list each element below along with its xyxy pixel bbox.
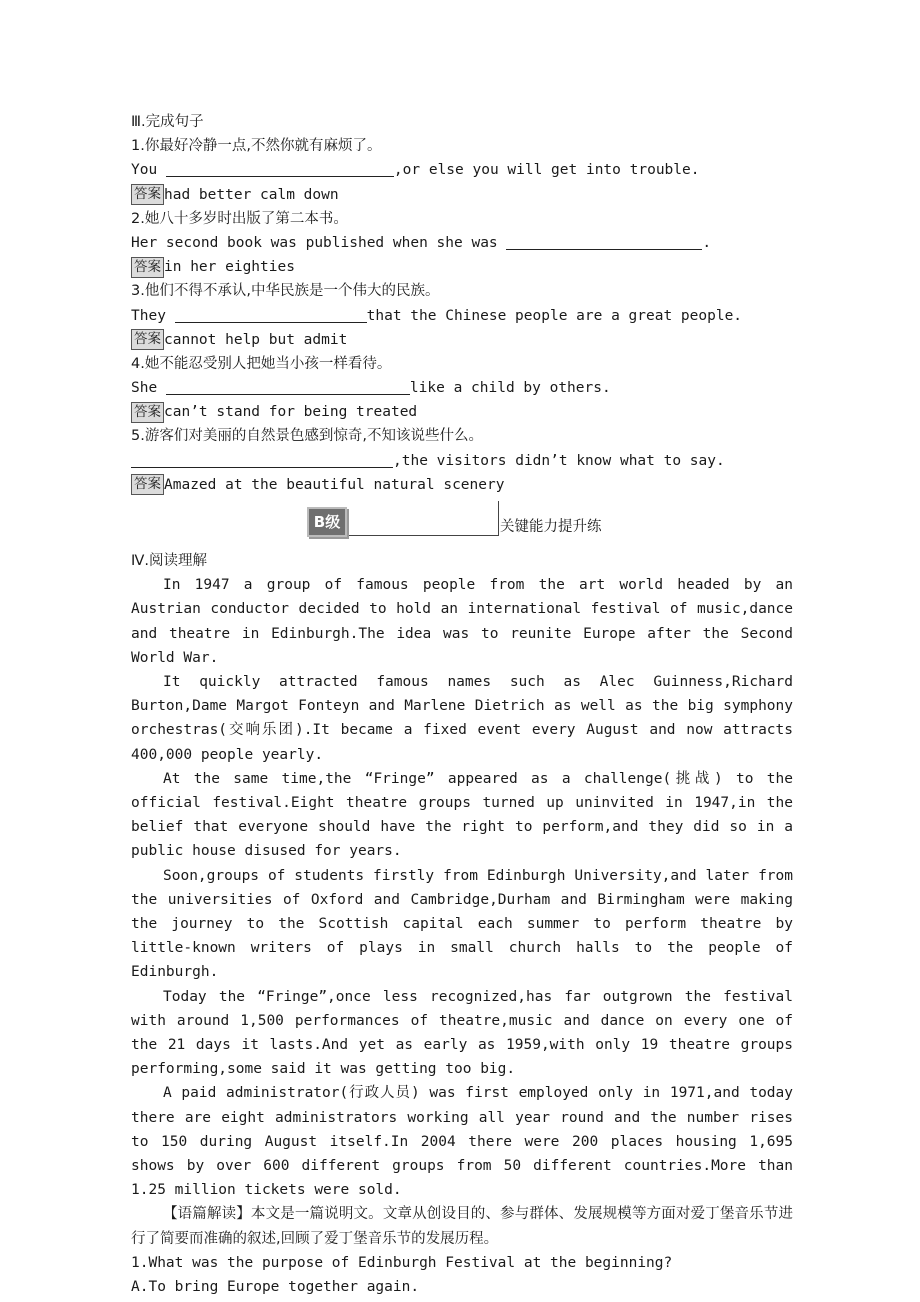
- item-3-answer: 答案 cannot help but admit: [131, 328, 793, 352]
- passage-paragraph: A paid administrator(行政人员) was first employed only in 1971,and today there are eight administrators working all year round and the number rises to 150 during August itself.In 2004 there were 200 places housing 1,695 shows by over 600 different groups from 50 different countries.More than 1.25 million tickets were sold.: [131, 1085, 793, 1199]
- answer-label: 答案: [131, 402, 164, 423]
- section-4-heading: Ⅳ.阅读理解: [131, 553, 207, 569]
- item-3-chinese: 3.他们不得不承认,中华民族是一个伟大的民族。: [131, 283, 440, 300]
- item-5-answer: 答案 Amazed at the beautiful natural scenery: [131, 473, 793, 497]
- section-3-heading: Ⅲ.完成句子: [131, 114, 204, 130]
- level-b-badge: B级: [307, 507, 347, 537]
- answer-label: 答案: [131, 329, 164, 350]
- item-2-answer: 答案 in her eighties: [131, 255, 793, 279]
- answer-blank[interactable]: [506, 233, 702, 250]
- banner-underline: [349, 501, 499, 536]
- answer-blank[interactable]: [131, 451, 393, 468]
- item-1-sentence: You ,or else you will get into trouble.: [131, 162, 700, 179]
- item-4-sentence: She like a child by others.: [131, 380, 611, 397]
- level-b-title: 关键能力提升练: [500, 519, 602, 535]
- passage-paragraph: Today the “Fringe”,once less recognized,has far outgrown the festival with around 1,500 performances of theatre,music and dance on every one of the 21 days it lasts.And yet as early as 1959,with only 19 theatre groups performing,some said it was getting too big.: [131, 988, 793, 1078]
- answer-label: 答案: [131, 257, 164, 278]
- document-page: [131, 110, 793, 1299]
- item-5-sentence: ,the visitors didn’t know what to say.: [131, 449, 793, 473]
- passage-paragraph: It quickly attracted famous names such as Alec Guinness,Richard Burton,Dame Margot Fonteyn and Marlene Dietrich as well as the big symphony orchestras(交响乐团).It became a fixed event every August and now attracts 400,000 people yearly.: [131, 674, 793, 763]
- question-1-option-a[interactable]: A.To bring Europe together again.: [131, 1279, 420, 1296]
- item-4-answer: 答案 can’t stand for being treated: [131, 400, 793, 424]
- item-1-chinese: 1.你最好冷静一点,不然你就有麻烦了。: [131, 138, 382, 155]
- item-4-chinese: 4.她不能忍受别人把她当小孩一样看待。: [131, 355, 392, 372]
- item-2-chinese: 2.她八十多岁时出版了第二本书。: [131, 210, 348, 227]
- passage-paragraph: At the same time,the “Fringe” appeared as a challenge(挑战) to the official festival.Eight theatre groups turned up uninvited in 1947,in the belief that everyone should have the right to perform,and they did so in a public house disused for years.: [131, 770, 793, 860]
- level-b-banner: [131, 501, 793, 549]
- passage-paragraph: In 1947 a group of famous people from the art world headed by an Austrian conductor decided to hold an international festival of music,dance and theatre in Edinburgh.The idea was to reunite Europe after the Second World War.: [131, 577, 793, 666]
- item-2-sentence: Her second book was published when she was .: [131, 234, 712, 251]
- item-1-answer: 答案 had better calm down: [131, 183, 793, 207]
- answer-label: 答案: [131, 184, 164, 205]
- answer-blank[interactable]: [166, 160, 394, 177]
- answer-label: 答案: [131, 474, 164, 495]
- item-3-sentence: They that the Chinese people are a great people.: [131, 307, 743, 324]
- question-1: 1.What was the purpose of Edinburgh Festival at the beginning?: [131, 1254, 673, 1271]
- passage-analysis: 【语篇解读】本文是一篇说明文。文章从创设目的、参与群体、发展规模等方面对爱丁堡音乐节进行了简要而准确的叙述,回顾了爱丁堡音乐节的发展历程。: [131, 1206, 793, 1247]
- passage-paragraph: Soon,groups of students firstly from Edinburgh University,and later from the universities of Oxford and Cambridge,Durham and Birmingham were making the journey to the Scottish capital each summer to perform theatre by little-known writers of plays in small church halls to the people of Edinburgh.: [131, 867, 793, 981]
- answer-blank[interactable]: [166, 378, 410, 395]
- answer-blank[interactable]: [175, 306, 367, 323]
- item-5-chinese: 5.游客们对美丽的自然景色感到惊奇,不知该说些什么。: [131, 428, 483, 445]
